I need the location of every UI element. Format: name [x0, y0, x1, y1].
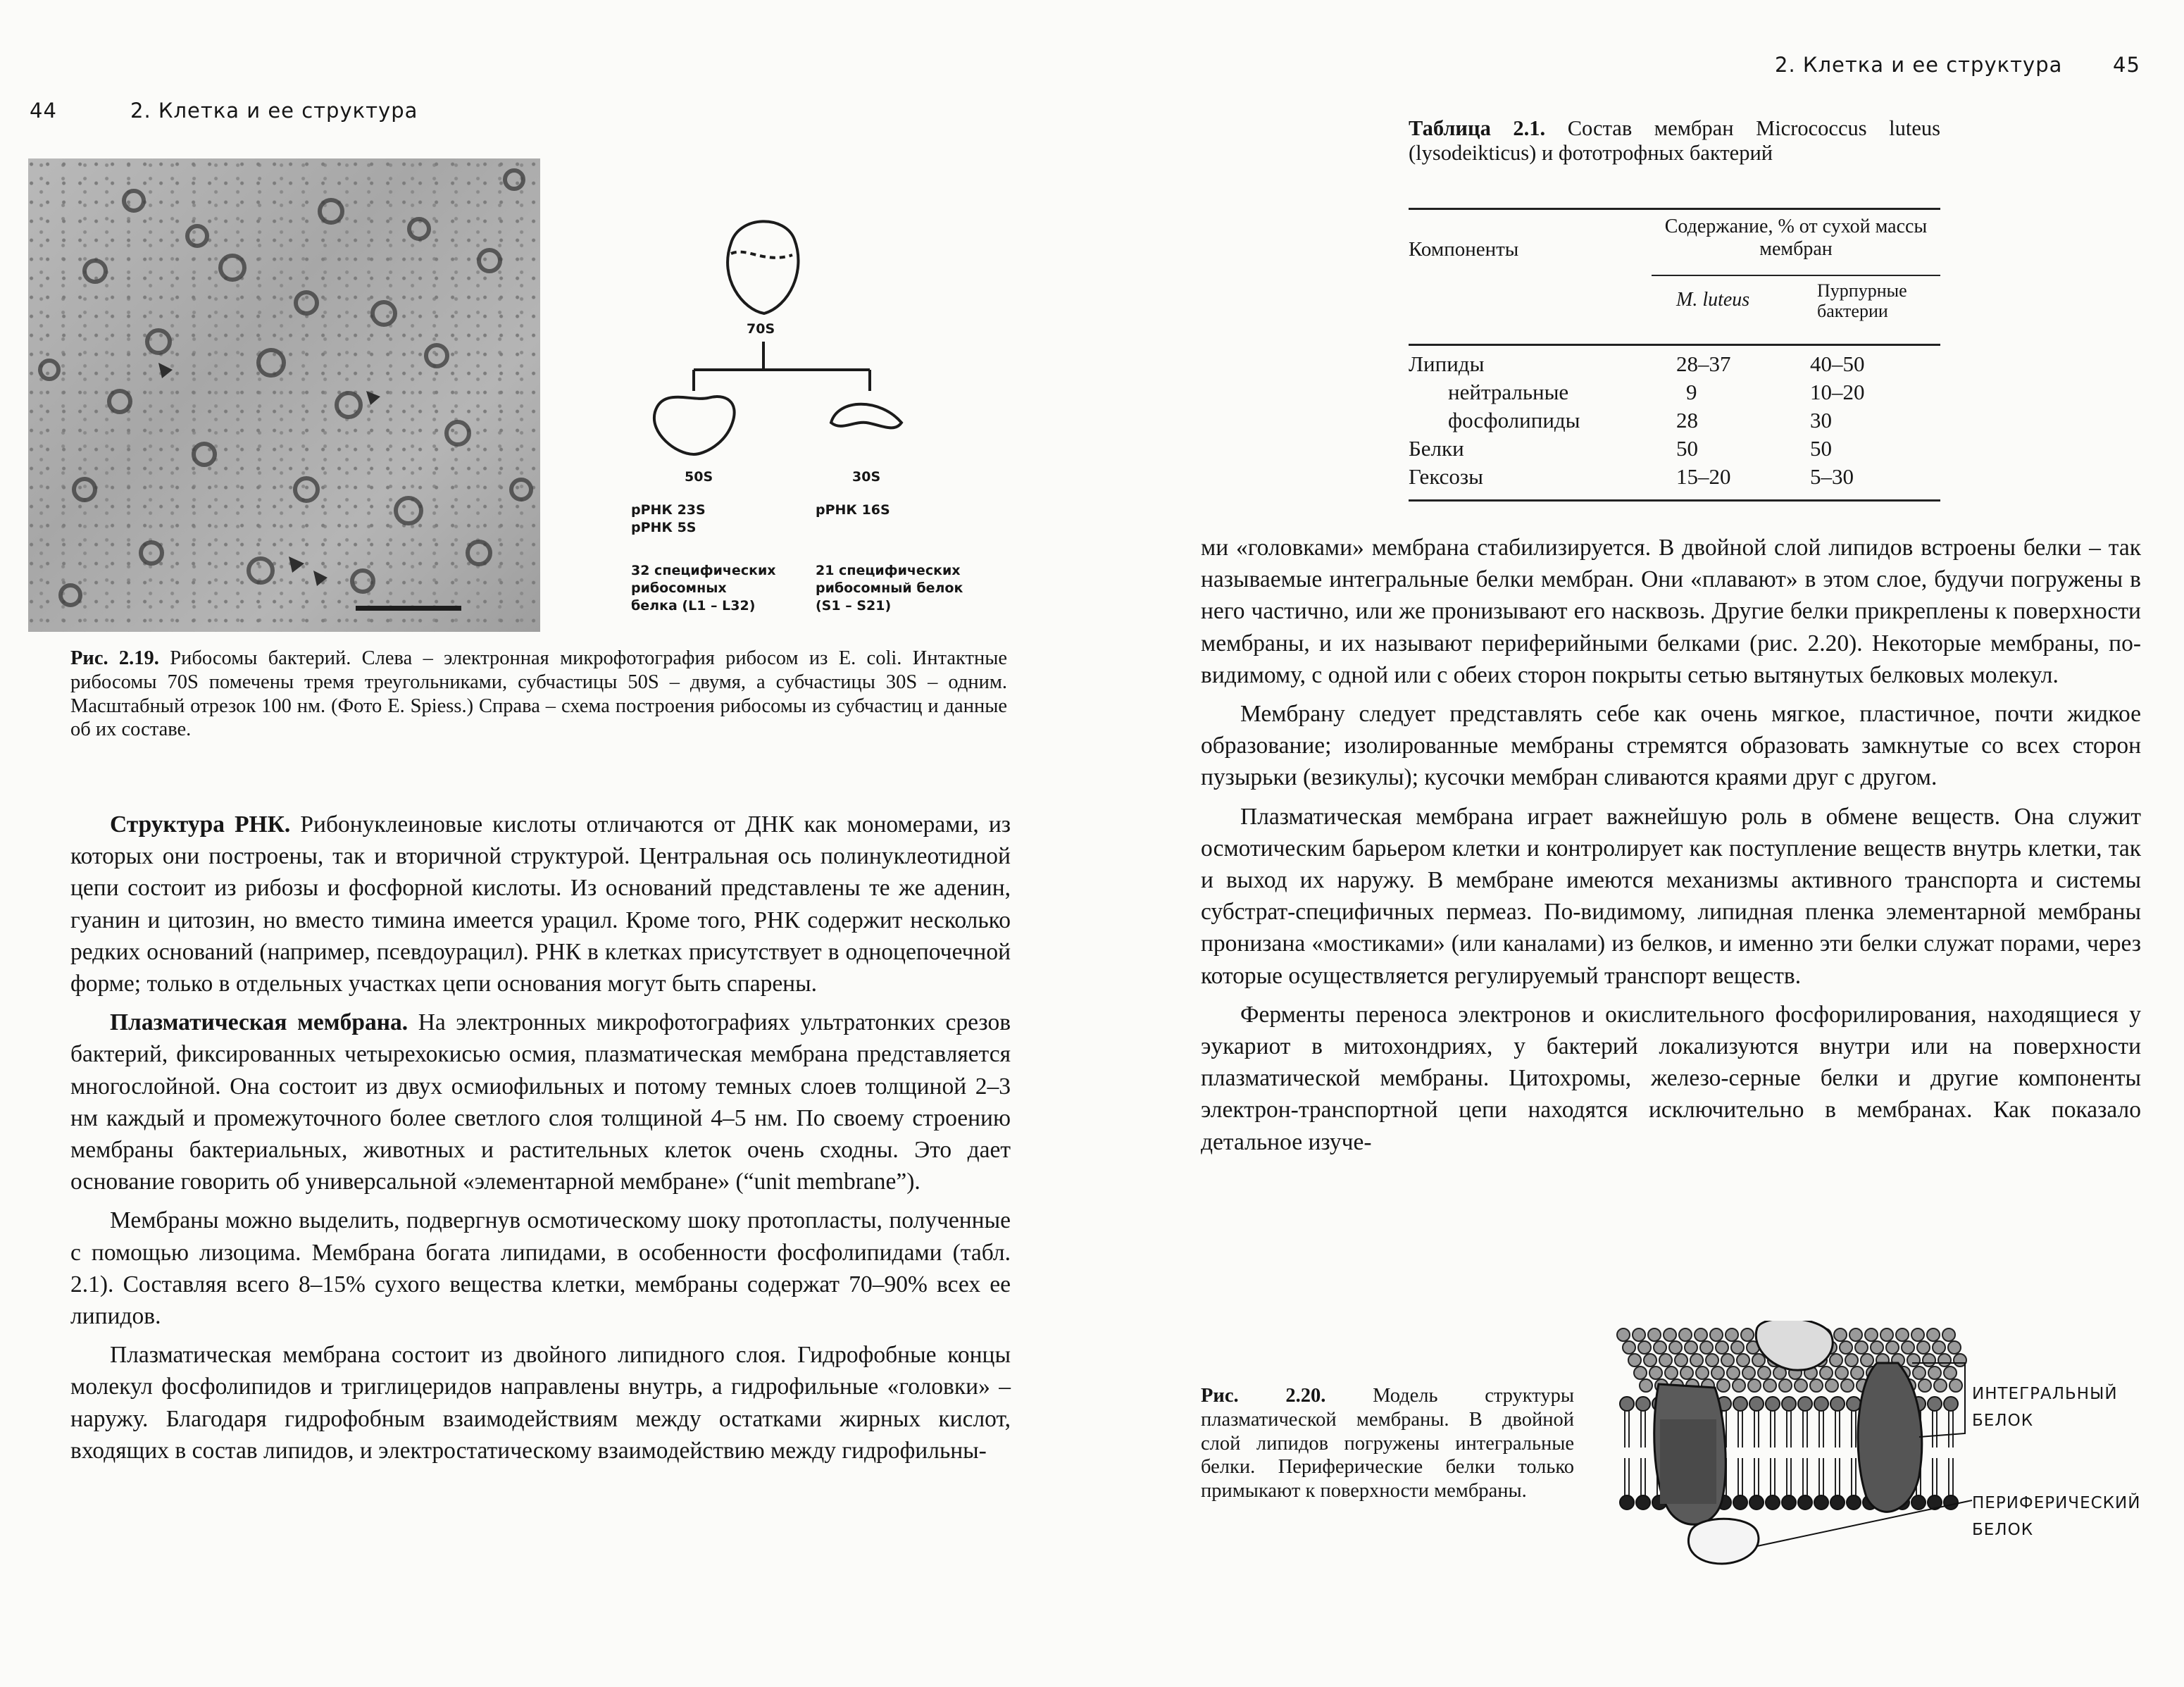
col-header-components: Компоненты: [1409, 238, 1519, 261]
lipid-head: [1749, 1397, 1764, 1411]
heading-plasma-membrane: Плазматическая мембрана.: [110, 1009, 408, 1036]
paragraph-lipid-bilayer: [70, 1339, 1011, 1467]
row-purple: 10–20: [1810, 380, 1865, 404]
peripheral-protein: [1688, 1519, 1759, 1564]
row-name: Липиды: [1409, 351, 1485, 376]
row-luteus: 50: [1676, 436, 1698, 461]
right-body-text: [1201, 532, 2141, 1158]
lipid-head: [1865, 1328, 1878, 1341]
table-2-1-title-text: Состав мембран Micrococcus luteus (lysodeikticus) и фототрофных бактерий: [1409, 116, 1940, 165]
lipid-head: [1835, 1367, 1848, 1379]
col-header-content: Содержание, % от сухой массы мембран: [1664, 216, 1928, 260]
label-integral-line2: БЕЛОК: [1972, 1412, 2034, 1430]
table-row: [1409, 351, 1940, 380]
lipid-head: [1798, 1397, 1812, 1411]
paragraph-plasma-membrane: [70, 1007, 1011, 1197]
proteins-30s-line2: рибосомный белок: [816, 580, 963, 596]
lipid-head: [1944, 1495, 1958, 1509]
right-running-head: 2. Клетка и ее структура: [1775, 53, 2063, 77]
lipid-head: [1741, 1328, 1754, 1341]
lipid-head: [1927, 1328, 1940, 1341]
text-membrane-isolation: Мембраны можно выделить, подвергнув осмотическому шоку протопласты, полученные с помощью лизоцима. Мембрана богата липидами, в особенности фосфолипидами (табл. 2.1). Составляя всего 8–15% сухого вещества клетки, мембраны содержат 70–90% всех ее липидов.: [70, 1207, 1011, 1330]
text-rna-structure: Рибонуклеиновые кислоты отличаются от ДНК как мономерами, из которых они построены, так и вторичной структурой. Центральная ось полинуклеотидной цепи состоит из рибозы и фосфорной кислоты. Из оснований представлены те же аденин, гуанин и цитозин, но вместо тимина имеется урацил. Кроме того, РНК содержит несколько редких оснований (например, псевдоурацил). РНК в клетках присутствует в одноцепочечной форме; только в отдельных участках цепи основания могут быть спарены.: [70, 811, 1011, 997]
lipid-head: [1923, 1354, 1935, 1367]
label-70s: 70S: [747, 321, 775, 337]
lipid-head: [1851, 1367, 1864, 1379]
row-luteus: 28–37: [1676, 351, 1731, 376]
text-plasma-membrane: На электронных микрофотографиях ультратонких срезов бактерий, фиксированных четырехокисью осмия, плазматическая мембрана представляется многослойной. Она состоит из двух осмиофильных и потому темных слоев толщиной 2–3 нм каждый и промежуточного более светлого слоя толщиной 4–5 нм. По своему строению мембраны бактериальных, животных и растительных клеток очень сходны. Это дает основание говорить об универсальной «элементарной мембране» (“unit membrane”).: [70, 1009, 1011, 1195]
paragraph-rna-structure: [70, 809, 1011, 1000]
table-row: [1409, 408, 1940, 436]
proteins-30s-line3: (S1 – S21): [816, 598, 892, 614]
membrane-model: [1609, 1321, 1976, 1574]
lipid-head: [1820, 1367, 1833, 1379]
lipid-head: [1814, 1495, 1828, 1509]
lipid-head: [1731, 1341, 1744, 1354]
paragraph-membrane-proteins: ми «головками» мембрана стабилизируется. В двойной слой липидов встроены белки – так называемые интегральные белки мембран. Они «плавают» в этом слое, будучи погружены в него частично, или же пронизывают его насквозь. Другие белки прикреплены к поверхности мембраны, и их называют периферийными белками (рис. 2.20). Некоторые мембраны, по-видимому, с одной или с обеих сторон покрыты сетью вытянутых белковых молекул.: [1201, 535, 2141, 688]
lipid-head: [1814, 1397, 1828, 1411]
ribosome-micrograph: [28, 158, 540, 632]
lipid-head: [1896, 1328, 1909, 1341]
lipid-head: [1675, 1354, 1687, 1367]
lipid-head: [1861, 1354, 1873, 1367]
right-page-number: 45: [2113, 53, 2140, 77]
lipid-head: [1654, 1341, 1666, 1354]
lipid-head: [1830, 1354, 1842, 1367]
lipid-head: [1623, 1341, 1635, 1354]
lipid-head: [1795, 1379, 1807, 1392]
lipid-head: [1721, 1354, 1734, 1367]
lipid-head: [1907, 1354, 1920, 1367]
lipid-head: [1845, 1354, 1858, 1367]
lipid-head: [1680, 1367, 1693, 1379]
lipid-head: [1726, 1328, 1738, 1341]
lipid-head: [1636, 1495, 1650, 1509]
micrograph-particles: [28, 158, 540, 632]
lipid-head: [1798, 1495, 1812, 1509]
paragraph-membrane-metabolism: Плазматическая мембрана играет важнейшую роль в обмене веществ. Она служит осмотическим барьером клетки и контролирует как поступление веществ внутрь клетки, так и выход их наружу. В мембране имеются механизмы активного транспорта и системы субстрат-специфичных пермеаз. По-видимому, липидная пленка элементарной мембраны пронизана «мостиками» (или каналами) из белков, и именно эти белки служат порами, через которые осуществляется регулируемый транспорт веществ.: [1201, 803, 2141, 989]
lipid-head: [1779, 1379, 1792, 1392]
lipid-head: [1749, 1495, 1764, 1509]
lipid-head: [1933, 1341, 1945, 1354]
lipid-head: [1841, 1379, 1854, 1392]
lipid-head: [1913, 1367, 1926, 1379]
lipid-head: [1633, 1328, 1645, 1341]
label-integral-line1: ИНТЕГРАЛЬНЫЙ: [1972, 1385, 2118, 1403]
proteins-30s: [816, 562, 963, 615]
lipid-head: [1944, 1397, 1958, 1411]
rrna-23s: рРНК 23S: [631, 502, 706, 518]
table-row: [1409, 436, 1940, 464]
lipid-head: [1911, 1328, 1924, 1341]
lipid-head: [1648, 1328, 1661, 1341]
rrna-16s: рРНК 16S: [816, 502, 890, 518]
lipid-head: [1696, 1367, 1709, 1379]
lipid-head: [1949, 1379, 1962, 1392]
lipid-head: [1766, 1397, 1780, 1411]
table-2-1-label: Таблица 2.1.: [1409, 116, 1546, 140]
table-2-1: [1409, 208, 1940, 502]
paragraph-membrane-fluidity: Мембрану следует представлять себе как очень мягкое, пластичное, почти жидкое образование; изолированные мембраны стремятся образовать замкнутые со всех сторон пузырьки (везикулы); кусочки мембран сливаются краями друг с другом.: [1201, 701, 2141, 791]
figure-2-19-caption: [70, 647, 1007, 742]
row-luteus: 9: [1686, 380, 1697, 404]
lipid-head: [1934, 1379, 1947, 1392]
row-purple: 5–30: [1810, 464, 1854, 489]
lipid-head: [1679, 1328, 1692, 1341]
lipid-head: [1695, 1328, 1707, 1341]
lipid-head: [1918, 1379, 1931, 1392]
figure-2-19-caption-text: Рибосомы бактерий. Слева – электронная микрофотография рибосом из E. coli. Интактные рибосомы 70S помечены тремя треугольниками, субчастицы 50S – двумя, а субчастицы 30S – одним. Масштабный отрезок 100 нм. (Фото E. Spiess.) Справа – схема построения рибосомы из субчастиц и данные об их составе.: [70, 647, 1008, 741]
header-subrule: [1652, 275, 1940, 276]
lipid-head: [1911, 1495, 1926, 1509]
lipid-head: [1717, 1379, 1730, 1392]
lipid-head: [1886, 1341, 1899, 1354]
label-integral-protein: [1972, 1381, 2118, 1434]
label-peripheral-line1: ПЕРИФЕРИЧЕСКИЙ: [1972, 1494, 2141, 1512]
lipid-head: [1748, 1379, 1761, 1392]
lipid-head: [1690, 1354, 1703, 1367]
lipid-head: [1727, 1367, 1740, 1379]
proteins-50s-line2: рибосомных: [631, 580, 727, 596]
left-running-head: 2. Клетка и ее структура: [130, 99, 418, 123]
row-purple: 50: [1810, 436, 1832, 461]
lipid-head: [1700, 1341, 1713, 1354]
lipid-head: [1636, 1397, 1650, 1411]
proteins-50s-line1: 32 специфических: [631, 563, 776, 578]
lipid-head: [1644, 1354, 1656, 1367]
lipid-head: [1752, 1354, 1765, 1367]
lipid-head: [1928, 1397, 1942, 1411]
lipid-head: [1871, 1341, 1883, 1354]
row-name: нейтральные: [1448, 380, 1569, 404]
lipid-head: [1782, 1495, 1796, 1509]
lipid-head: [1710, 1328, 1723, 1341]
lipid-head: [1649, 1367, 1662, 1379]
lipid-head: [1938, 1354, 1951, 1367]
lipid-head: [1847, 1397, 1861, 1411]
row-purple: 40–50: [1810, 351, 1865, 376]
left-body-text: [70, 809, 1011, 1467]
figure-2-20-caption-text: Модель структуры плазматической мембраны. В двойной слой липидов погружены интегральные белки. Периферические белки только примыкают к поверхности мембраны.: [1201, 1385, 1575, 1502]
lipid-head: [1742, 1367, 1755, 1379]
lipid-head: [1880, 1328, 1893, 1341]
lipid-head: [1928, 1367, 1941, 1379]
proteins-50s-line3: белка (L1 – L32): [631, 598, 756, 614]
lipid-head: [1664, 1328, 1676, 1341]
text-lipid-bilayer: Плазматическая мембрана состоит из двойного липидного слоя. Гидрофобные концы молекул фосфолипидов и триглицеридов направлены внутрь, а гидрофильные «головки» – наружу. Благодаря гидрофобным взаимодействиям между остатками жирных кислот, входящих в состав липидов, и электростатическому взаимодействию между гидрофильны-: [70, 1342, 1011, 1464]
lipid-head: [1849, 1328, 1862, 1341]
table-row: [1409, 380, 1940, 408]
lipid-head: [1634, 1367, 1647, 1379]
heading-rna-structure: Структура РНК.: [110, 811, 291, 838]
col-header-purple: Пурпурные бактерии: [1817, 280, 1907, 321]
lipid-head: [1855, 1341, 1868, 1354]
lipid-head: [1628, 1354, 1641, 1367]
lipid-head: [1617, 1328, 1630, 1341]
label-peripheral-line2: БЕЛОК: [1972, 1521, 2034, 1539]
figure-2-19-label: Рис. 2.19.: [70, 647, 159, 669]
left-page-number: 44: [30, 99, 57, 123]
paragraph-membrane-isolation: [70, 1204, 1011, 1332]
paragraph-electron-transport: Ферменты переноса электронов и окислительного фосфорилирования, находящиеся у эукариот в митохондриях, у бактерий локализуются внутри или на поверхности плазматической мембраны. Цитохромы, железо-серные белки и другие компоненты электрон-транспортной цепи находятся исключительно в мембранах. Как показало детальное изуче-: [1201, 1001, 2141, 1155]
figure-2-20-label: Рис. 2.20.: [1201, 1385, 1326, 1407]
lipid-head: [1830, 1397, 1845, 1411]
lipid-head: [1685, 1341, 1697, 1354]
lipid-head: [1733, 1379, 1745, 1392]
row-purple: 30: [1810, 408, 1832, 432]
lipid-head: [1902, 1341, 1914, 1354]
lipid-head: [1620, 1495, 1634, 1509]
row-luteus: 15–20: [1676, 464, 1731, 489]
col-header-luteus: M. luteus: [1676, 289, 1750, 311]
label-peripheral-protein: [1972, 1490, 2140, 1543]
lipid-head: [1944, 1367, 1957, 1379]
lipid-bilayer-drawing: [1609, 1321, 1976, 1574]
lipid-head: [1758, 1367, 1771, 1379]
lipid-head: [1659, 1354, 1672, 1367]
table-2-1-title: [1409, 116, 1940, 166]
lipid-head: [1711, 1367, 1724, 1379]
peripheral-protein-top: [1756, 1321, 1833, 1370]
integral-protein: [1858, 1363, 1922, 1512]
label-50s: 50S: [685, 469, 713, 485]
rrna-50s: [631, 502, 706, 537]
lipid-head: [1716, 1341, 1728, 1354]
lipid-head: [1665, 1367, 1678, 1379]
lipid-head: [1917, 1341, 1930, 1354]
lipid-head: [1826, 1379, 1838, 1392]
lipid-head: [1764, 1379, 1776, 1392]
table-bottom-rule: [1409, 499, 1940, 502]
lipid-head: [1830, 1495, 1845, 1509]
lipid-head: [1948, 1341, 1961, 1354]
lipid-head: [1733, 1397, 1747, 1411]
lipid-head: [1766, 1495, 1780, 1509]
lipid-head: [1847, 1495, 1861, 1509]
lipid-head: [1840, 1341, 1852, 1354]
row-name: Гексозы: [1409, 464, 1483, 489]
lipid-head: [1942, 1328, 1955, 1341]
figure-2-20-caption: [1201, 1384, 1574, 1503]
lipid-head: [1638, 1341, 1651, 1354]
lipid-head: [1810, 1379, 1823, 1392]
lipid-head: [1620, 1397, 1634, 1411]
rrna-5s: рРНК 5S: [631, 520, 697, 535]
row-luteus: 28: [1676, 408, 1698, 432]
proteins-30s-line1: 21 специфических: [816, 563, 961, 578]
lipid-head: [1834, 1328, 1847, 1341]
row-name: Белки: [1409, 436, 1464, 461]
lipid-head: [1733, 1495, 1747, 1509]
lipid-head: [1737, 1354, 1749, 1367]
proteins-50s: [631, 562, 776, 615]
lipid-head: [1782, 1397, 1796, 1411]
table-2-1-body: [1409, 351, 1940, 495]
ribosome-diagram: [620, 211, 1000, 634]
lipid-head: [1640, 1379, 1652, 1392]
lipid-head: [1669, 1341, 1682, 1354]
table-row: [1409, 464, 1940, 495]
row-name: фосфолипиды: [1448, 408, 1580, 432]
label-30s: 30S: [852, 469, 881, 485]
integral-protein-core: [1660, 1419, 1716, 1504]
lipid-head: [1706, 1354, 1718, 1367]
